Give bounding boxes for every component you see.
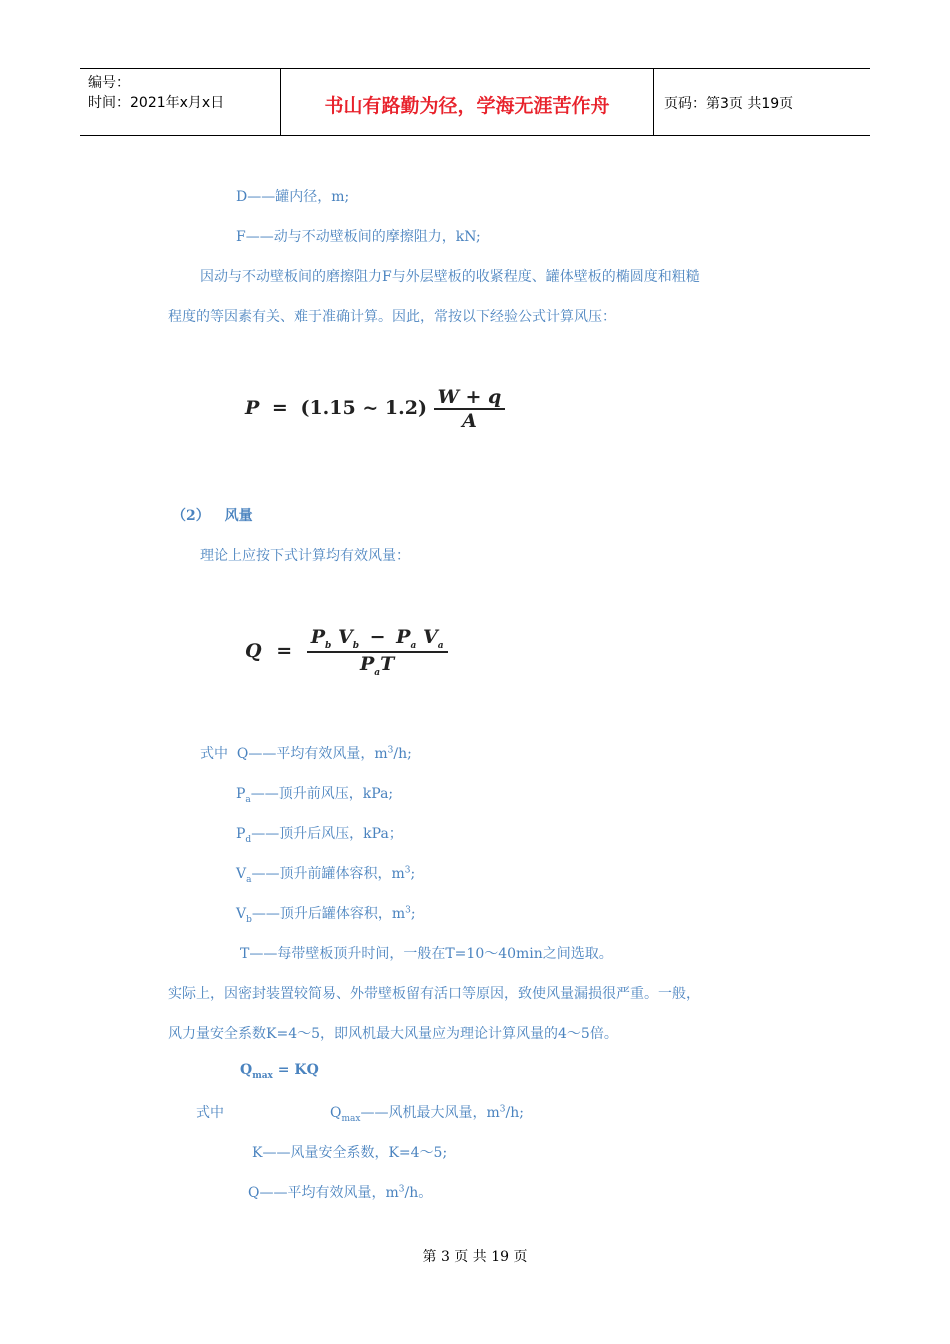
definition-qmax-text: ——风机最大风量，m bbox=[360, 1105, 500, 1121]
formula-pressure-numerator: W + q bbox=[437, 386, 502, 408]
header-motto: 书山有路勤为径，学海无涯苦作舟 bbox=[281, 69, 654, 135]
paragraph-3-line-2: 风力量安全系数K=4～5，即风机最大风量应为理论计算风量的4～5倍。 bbox=[168, 1026, 618, 1042]
where-prefix: 式中 bbox=[200, 746, 228, 762]
symbol: Q bbox=[330, 1105, 342, 1121]
formula-airflow-subscript: b bbox=[352, 640, 359, 651]
superscript: 3 bbox=[398, 1184, 405, 1195]
definition-qmax bbox=[330, 1102, 524, 1124]
formula-pressure-lhs: P bbox=[245, 397, 260, 419]
formula-pressure bbox=[245, 386, 505, 432]
formula-airflow-subscript: a bbox=[437, 640, 444, 651]
paragraph-2: 理论上应按下式计算均有效风量： bbox=[200, 548, 410, 564]
superscript: 3 bbox=[405, 905, 411, 916]
formula-airflow bbox=[245, 626, 448, 678]
definition-q-end: /h; bbox=[393, 746, 412, 762]
formula-airflow-term: V bbox=[337, 626, 353, 648]
definition-d: D——罐内径，m; bbox=[236, 189, 350, 205]
paragraph-1-line-2: 程度的等因素有关、难于准确计算。因此，常按以下经验公式计算风压： bbox=[168, 309, 616, 325]
formula-airflow-numerator bbox=[307, 626, 448, 651]
definition-q-2 bbox=[248, 1182, 432, 1202]
subscript: a bbox=[245, 794, 251, 805]
formula-airflow-fraction bbox=[307, 626, 448, 678]
definition-q bbox=[200, 743, 412, 763]
formula-pressure-fraction bbox=[434, 386, 506, 432]
section-heading bbox=[172, 505, 253, 525]
subscript: d bbox=[245, 834, 252, 845]
definition-q2-end: /h。 bbox=[404, 1185, 433, 1201]
symbol: Q bbox=[240, 1062, 253, 1078]
formula-airflow-denominator bbox=[307, 651, 448, 678]
subscript: max bbox=[341, 1113, 361, 1124]
formula-airflow-eq: = bbox=[276, 639, 293, 662]
header-page-label: 页码：第3页 共19页 bbox=[664, 96, 794, 112]
paragraph-3-line-1: 实际上，因密封装置较简易、外带壁板留有活口等原因，致使风量漏损很严重。一般， bbox=[168, 986, 700, 1002]
formula-qmax bbox=[240, 1062, 319, 1081]
definition-vb-text: ——顶升后罐体容积，m bbox=[251, 906, 406, 922]
superscript: 3 bbox=[499, 1104, 506, 1115]
definition-va-text: ——顶升前罐体容积，m bbox=[251, 866, 405, 882]
formula-airflow-term: P bbox=[396, 626, 411, 648]
definition-va-end: ; bbox=[410, 866, 416, 882]
definition-pa-text: ——顶升前风压，kPa; bbox=[250, 786, 394, 802]
formula-airflow-term: P bbox=[359, 652, 375, 675]
definition-vb-end: ; bbox=[410, 906, 416, 922]
header-meta bbox=[80, 69, 281, 135]
subscript: b bbox=[246, 914, 252, 925]
formula-pressure-coef: (1.15 ~ 1.2) bbox=[300, 397, 427, 419]
formula-pressure-denominator: A bbox=[434, 408, 506, 432]
subscript: a bbox=[246, 874, 252, 885]
definition-f: F——动与不动壁板间的摩擦阻力，kN; bbox=[236, 229, 481, 245]
superscript: 3 bbox=[404, 865, 411, 876]
formula-qmax-rest: = KQ bbox=[272, 1062, 319, 1078]
formula-airflow-subscript: a bbox=[374, 667, 381, 678]
where-prefix-2: 式中 bbox=[196, 1105, 224, 1121]
definition-va bbox=[236, 863, 415, 885]
formula-airflow-subscript: a bbox=[410, 640, 417, 651]
subscript: max bbox=[252, 1070, 273, 1081]
symbol: P bbox=[236, 786, 246, 802]
formula-airflow-minus: − bbox=[369, 626, 386, 648]
section-title: 风量 bbox=[224, 508, 253, 524]
page-header bbox=[80, 68, 870, 136]
symbol: V bbox=[236, 866, 247, 882]
definition-q-text: Q——平均有效风量，m bbox=[236, 746, 388, 762]
header-date-label: 时间：2021年x月x日 bbox=[88, 95, 225, 111]
definition-q2-text: Q——平均有效风量，m bbox=[248, 1185, 399, 1201]
definition-pd-text: ——顶升后风压，kPa； bbox=[251, 826, 403, 842]
definition-t: T——每带壁板顶升时间，一般在T=10～40min之间选取。 bbox=[240, 946, 613, 962]
formula-airflow-term: P bbox=[310, 626, 326, 648]
definition-k: K——风量安全系数，K=4～5; bbox=[252, 1145, 448, 1161]
definition-pd bbox=[236, 823, 403, 845]
definition-pa bbox=[236, 783, 393, 805]
symbol: V bbox=[236, 906, 247, 922]
symbol: P bbox=[236, 826, 246, 842]
formula-pressure-eq: = bbox=[271, 397, 288, 419]
definition-vb bbox=[236, 903, 416, 925]
formula-airflow-subscript: b bbox=[325, 640, 332, 651]
formula-airflow-lhs: Q bbox=[245, 639, 262, 662]
header-number-label: 编号： bbox=[88, 75, 130, 91]
definition-qmax-end: /h; bbox=[505, 1105, 524, 1121]
paragraph-1-line-1: 因动与不动壁板间的磨擦阻力F与外层壁板的收紧程度、罐体壁板的椭圆度和粗糙 bbox=[200, 269, 700, 285]
formula-airflow-term: T bbox=[380, 652, 395, 675]
section-number: （2） bbox=[172, 508, 210, 524]
superscript: 3 bbox=[387, 745, 394, 756]
page-footer: 第 3 页 共 19 页 bbox=[422, 1249, 528, 1265]
formula-airflow-term: V bbox=[422, 626, 438, 648]
